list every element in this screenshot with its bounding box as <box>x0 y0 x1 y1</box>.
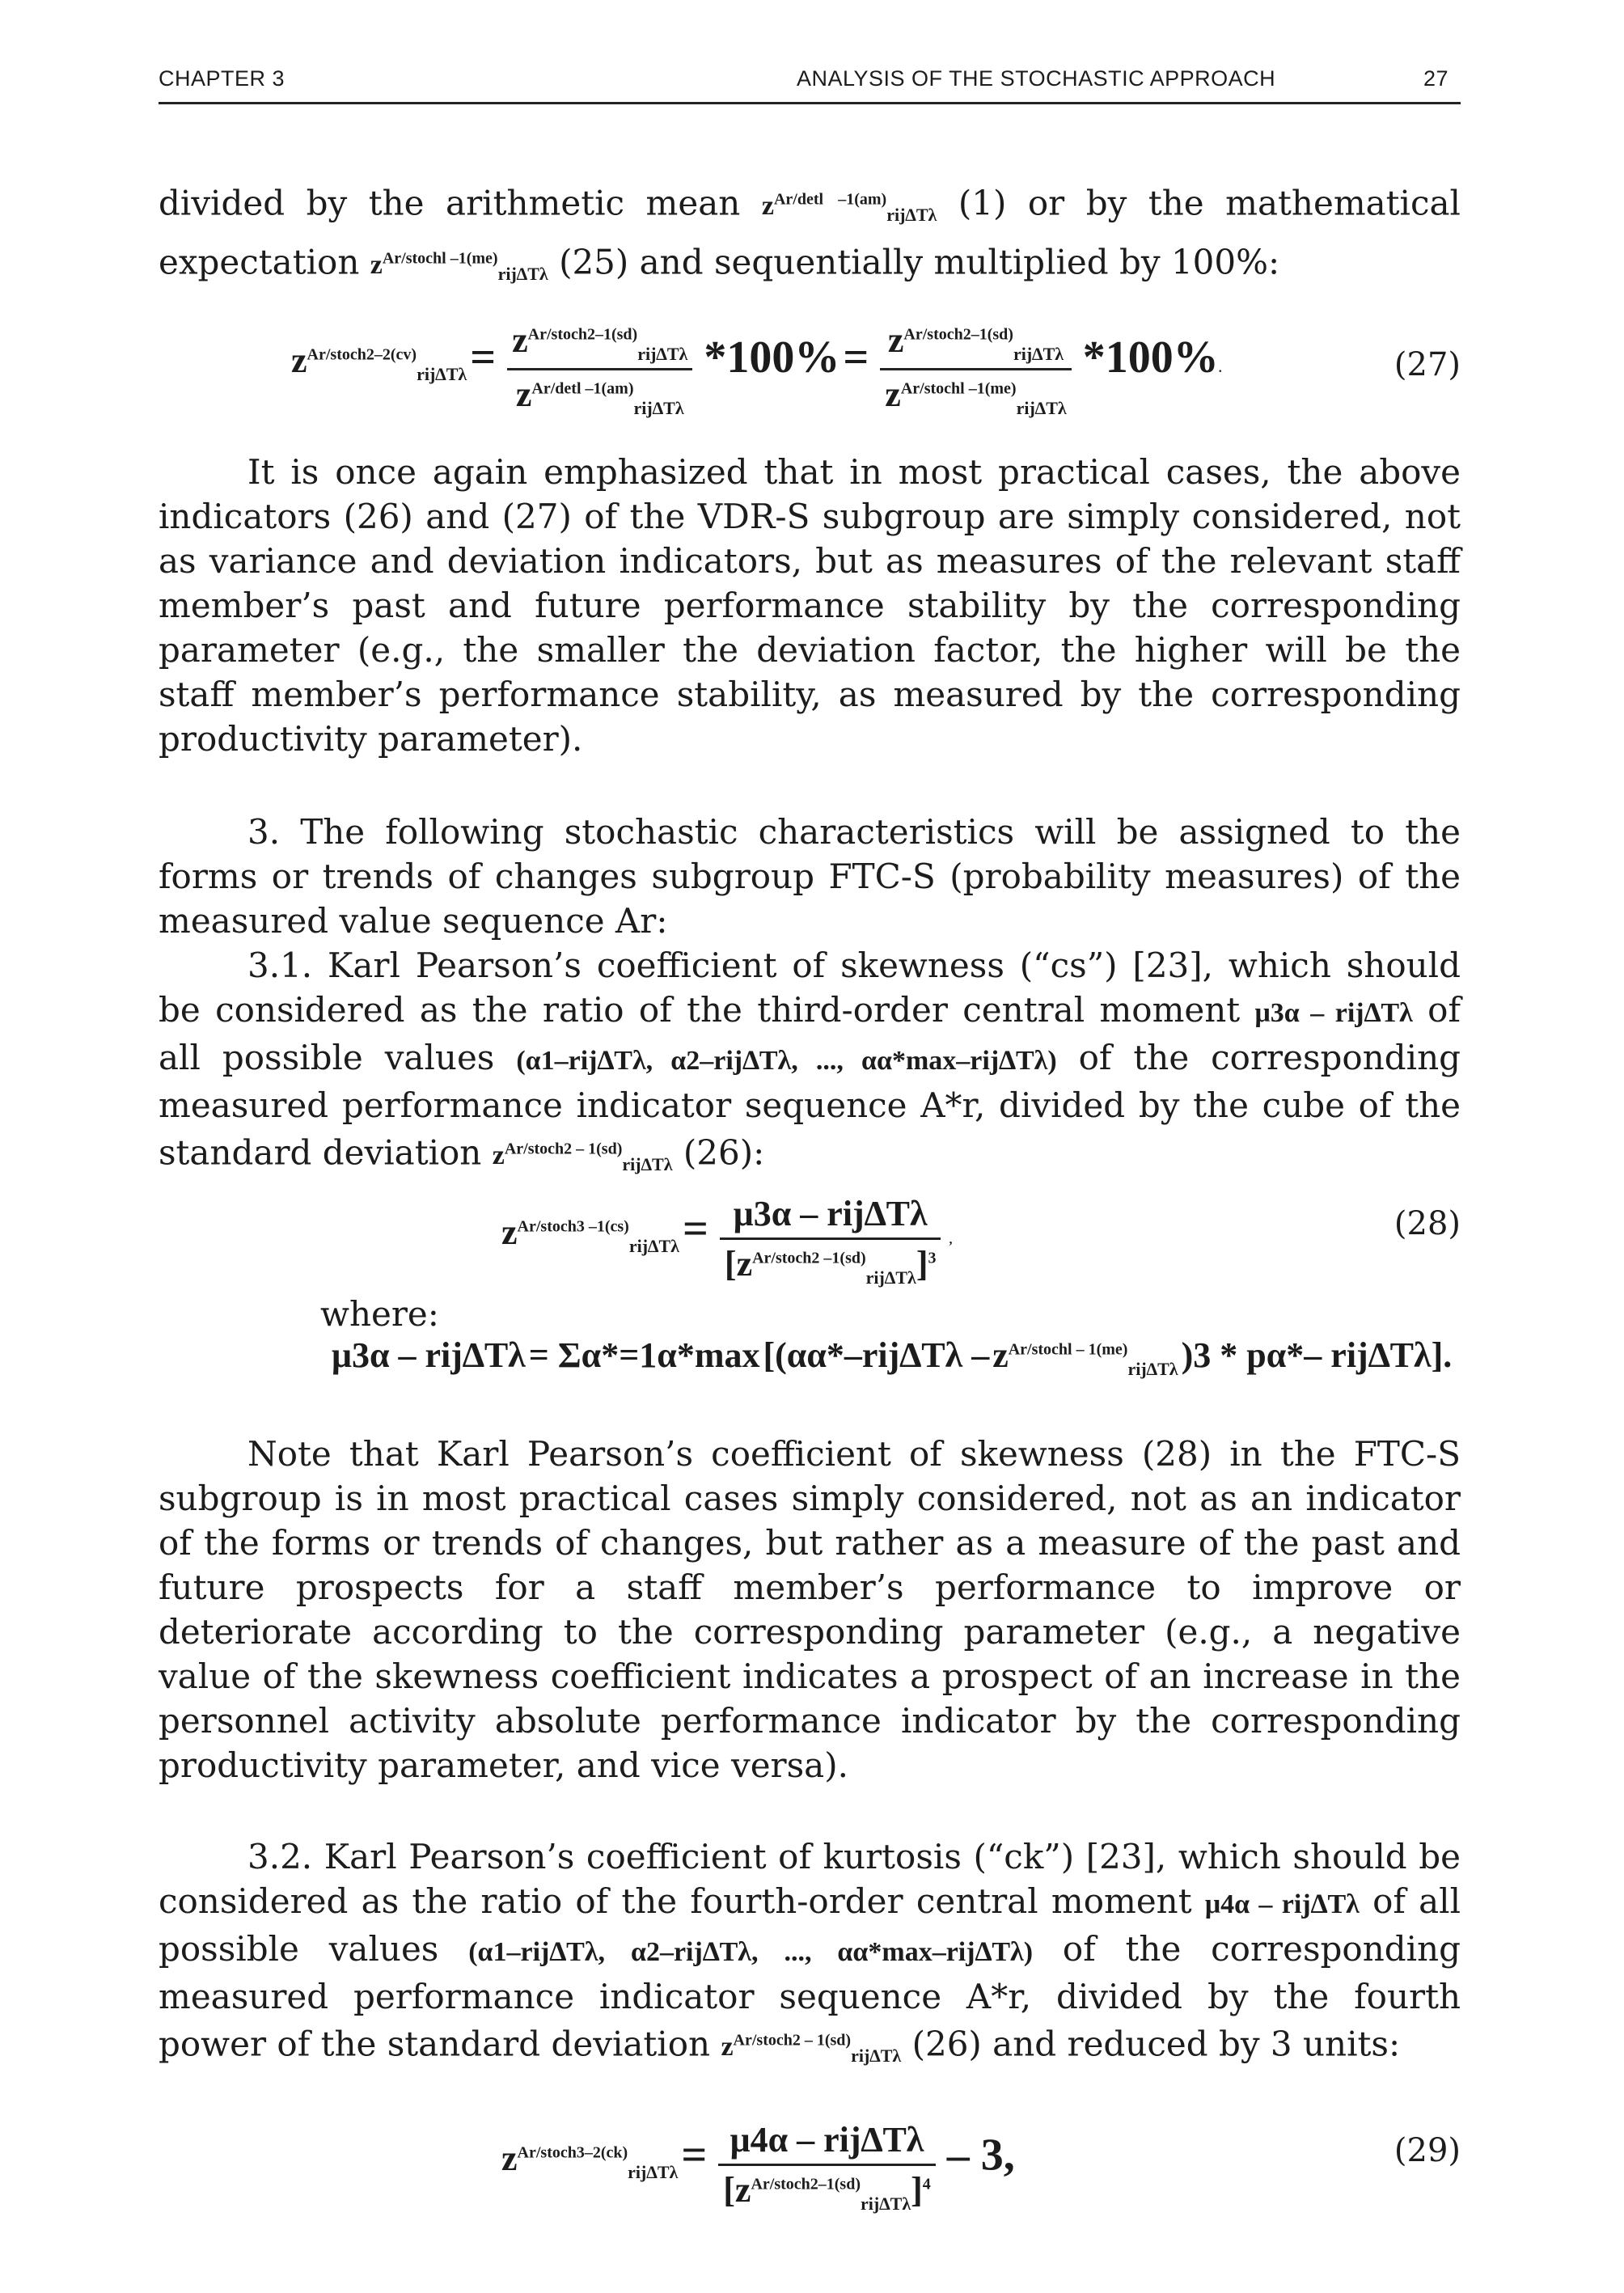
paragraph-1 <box>159 178 1461 296</box>
inline-z-mean: $z^{Ar/detl -1(am)}_{rij\Delta T\lambda}$ <box>761 191 937 226</box>
p1-text-a: divided by the arithmetic mean <box>159 183 741 223</box>
p1-text-b: (1) or by the mathematical expectation <box>159 183 1461 282</box>
equation-27: $z^{Ar/stoch2-2(cv)}_{rij\Delta T\lambda}$ = $\frac{z^{Ar/stoch2-1(sd)}_{rij\Delta T\lambda}}{z^{Ar/detl -1(am)}_{rij\Delta T\lambda}}$ *100% = $\frac{z^{Ar/stoch2-1(sd)}_{rij\Delta T\lambda}}{z^{Ar/stochl -1(me)}_{rij\Delta T\lambda}}$ *100%. <box>291 320 1222 418</box>
chapter-label: CHAPTER 3 <box>159 66 285 91</box>
paragraph-6: 3.2. Karl Pearson’s coefficient of kurtosis (“ck”) [23], which should be considered as the ratio of the fourth-order central moment μ4α – rij∆Tλ of all possible values (α1–rij∆Tλ, α2–rij∆Tλ, ..., αα*max–rij∆Tλ) of the corresponding measured performance indicator sequence A*r, divided by the fourth power of the standard deviation $z^{Ar/stoch2 - 1(sd)}_{rij\Delta T\lambda}$ (26) and reduced by 3 units: <box>159 1837 1461 2067</box>
equation-29: $z^{Ar/stoch3-2(ck)}_{rij\Delta T\lambda}$ = $\frac{\text{μ4α – rij∆Tλ}}{[z^{Ar/stoch2-1(sd)}_{rij\Delta T\lambda}]^4}$ – 3, <box>501 2120 1015 2214</box>
paragraph-5: Note that Karl Pearson’s coefficient of skewness (28) in the FTC-S subgroup is in most practical cases simply considered, not as an indicator of the forms or trends of changes, but rather as a measure of the past and future prospects for a staff member’s performance to improve or deteriorate according to the corresponding parameter (e.g., a negative value of the skewness coefficient indicates a prospect of an increase in the personnel activity absolute performance indicator by the corresponding productivity parameter, and vice versa). <box>159 1434 1461 1785</box>
equation-28: $z^{Ar/stoch3 -1(cs)}_{rij\Delta T\lambda}$ = $\frac{\text{μ3α – rij∆Tλ}}{[z^{Ar/stoch2 -1(sd)}_{rij\Delta T\lambda}]^3}$ , <box>501 1194 953 1288</box>
page-number: 27 <box>1423 66 1449 91</box>
equation-number-29: (29) <box>1394 2132 1461 2169</box>
paragraph-4: 3.1. Karl Pearson’s coefficient of skewness (“cs”) [23], which should be considered as the ratio of the third-order central moment μ3α – rij∆Tλ of all possible values (α1–rij∆Tλ, α2–rij∆Tλ, ..., αα*max–rij∆Tλ) of the corresponding measured performance indicator sequence A*r, divided by the cube of the standard deviation $z^{Ar/stoch2 - 1(sd)}_{rij\Delta T\lambda}$ (26): <box>159 946 1461 1175</box>
equation-number-28: (28) <box>1394 1205 1461 1242</box>
inline-z-expectation: $z^{Ar/stochl -1(me)}_{rij\Delta T\lambda}$ <box>370 250 548 285</box>
inline-z-stddev: $z^{Ar/stoch2 - 1(sd)}_{rij\Delta T\lambda}$ <box>492 1140 673 1175</box>
equation-mu3: μ3α – rij∆Tλ = Σα*=1α*max [($\alpha\alpha*-rij\Delta T\lambda - z^{Ar/stochl - 1(me)}_{rij\Delta T\lambda}$ )3 * pα*– rij∆Tλ]. <box>332 1335 1453 1379</box>
paragraph-2: It is once again emphasized that in most practical cases, the above indicators (26) and (27) of the VDR-S subgroup are simply considered, not as variance and deviation indicators, but as measures of the relevant staff member’s past and future performance stability by the corresponding parameter (e.g., the smaller the deviation factor, the higher will be the staff member’s performance stability, as measured by the corresponding productivity parameter). <box>159 452 1461 759</box>
paragraph-3: 3. The following stochastic characteristics will be assigned to the forms or trends of changes subgroup FTC-S (probability measures) of the measured value sequence Ar: <box>159 812 1461 941</box>
inline-z-stddev-2: $z^{Ar/stoch2 - 1(sd)}_{rij\Delta T\lambda}$ <box>721 2032 902 2067</box>
running-title: ANALYSIS OF THE STOCHASTIC APPROACH <box>797 66 1276 91</box>
where-label: where: <box>320 1294 439 1334</box>
header-rule <box>159 102 1461 104</box>
p1-text-c: (25) and sequentially multiplied by 100%: <box>559 242 1280 282</box>
equation-number-27: (27) <box>1394 346 1461 383</box>
